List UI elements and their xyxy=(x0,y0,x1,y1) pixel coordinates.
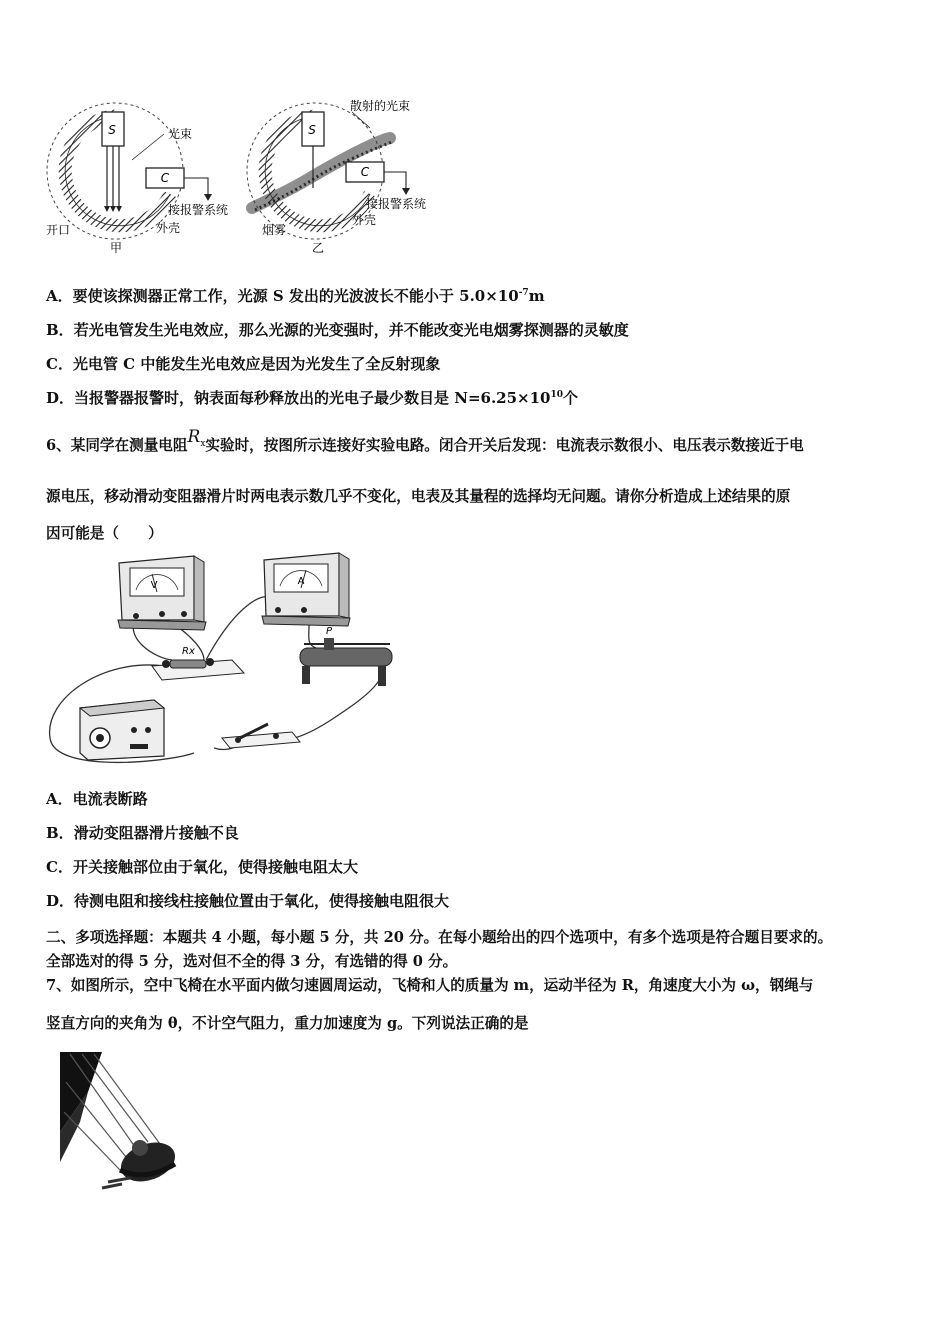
label-alarm-right: 接报警系统 xyxy=(366,197,427,211)
q7-stem-line1: 7、如图所示，空中飞椅在水平面内做匀速圆周运动，飞椅和人的质量为 m，运动半径为 R，角速度大小为 ω，钢绳与 xyxy=(46,977,814,994)
knife-switch xyxy=(222,724,300,748)
detector-right-diagram xyxy=(247,103,410,239)
label-voltmeter: V xyxy=(150,580,158,591)
q6-option-b: B．滑动变阻器滑片接触不良 xyxy=(46,824,239,842)
smoke-detector-figure xyxy=(40,98,450,258)
label-beam: 光束 xyxy=(168,127,193,141)
ammeter xyxy=(262,553,350,626)
q6-option-a: A．电流表断路 xyxy=(46,790,148,808)
label-s-right: S xyxy=(308,123,316,137)
q6-stem-line3: 因可能是（ ） xyxy=(46,525,163,542)
label-c-right: C xyxy=(360,165,370,179)
label-s-left: S xyxy=(108,123,116,137)
section2-line2: 全部选对的得 5 分，选对但不全的得 3 分，有选错的得 0 分。 xyxy=(46,953,458,970)
q7-stem-line2: 竖直方向的夹角为 θ，不计空气阻力，重力加速度为 g。下列说法正确的是 xyxy=(46,1015,529,1032)
caption-right: 乙 xyxy=(312,241,325,255)
q5-option-d: D．当报警器报警时，钠表面每秒释放出的光电子最少数目是 $N=6.25\times 10^{10}$个 xyxy=(46,389,579,407)
flying-chair-photo xyxy=(60,1052,185,1192)
resistor-rx-board xyxy=(152,658,244,680)
q5-option-b: B．若光电管发生光电效应，那么光源的光变强时，并不能改变光电烟雾探测器的灵敏度 xyxy=(46,321,629,339)
label-opening: 开口 xyxy=(46,223,71,237)
q6-stem-line1: 6、某同学在测量电阻$R^x$实验时，按图所示连接好实验电路。闭合开关后发现：电流表示数很小、电压表示数接近于电 xyxy=(46,427,804,454)
caption-left: 甲 xyxy=(110,241,123,255)
voltmeter xyxy=(118,556,206,630)
detector-left-diagram xyxy=(47,103,212,239)
q5-option-a: A．要使该探测器正常工作，光源 S 发出的光波波长不能小于 $5.0\times 10^{-7}m$ xyxy=(46,287,545,305)
circuit-figure xyxy=(44,548,414,773)
label-ammeter: A xyxy=(297,576,305,587)
rheostat xyxy=(300,638,392,686)
q6-option-c: C．开关接触部位由于氧化，使得接触电阻太大 xyxy=(46,858,358,876)
q5-option-c: C．光电管 C 中能发生光电效应是因为光发生了全反射现象 xyxy=(46,355,441,373)
label-shell-right: 外壳 xyxy=(352,213,377,227)
section2-line1: 二、多项选择题：本题共 4 小题，每小题 5 分，共 20 分。在每小题给出的四个选项中，有多个选项是符合题目要求的。 xyxy=(46,929,833,946)
label-smoke: 烟雾 xyxy=(262,223,287,237)
label-rx: Rx xyxy=(182,646,195,657)
power-supply xyxy=(80,700,164,760)
label-p: P xyxy=(326,626,333,637)
label-c-left: C xyxy=(160,171,170,185)
label-shell-left: 外壳 xyxy=(156,221,181,235)
q6-option-d: D．待测电阻和接线柱接触位置由于氧化，使得接触电阻很大 xyxy=(46,892,450,910)
label-scattered: 散射的光束 xyxy=(350,99,411,113)
q6-stem-line2: 源电压，移动滑动变阻器滑片时两电表示数几乎不变化，电表及其量程的选择均无问题。请你分析造成上述结果的原 xyxy=(46,488,791,505)
label-alarm-left: 接报警系统 xyxy=(168,203,229,217)
